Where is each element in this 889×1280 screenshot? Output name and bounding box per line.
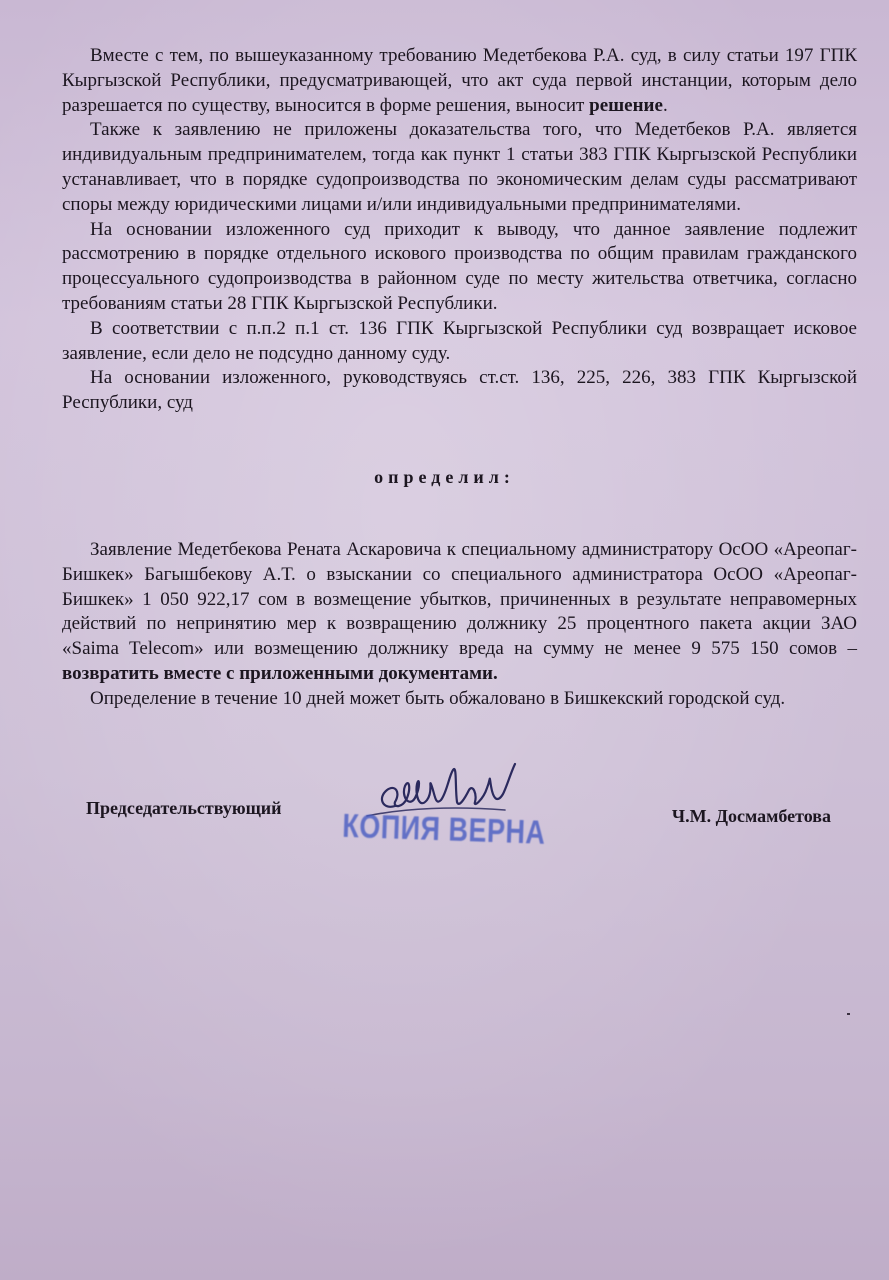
ink-speck: [847, 1013, 850, 1015]
paragraph-entrepreneur: Также к заявлению не приложены доказательства того, что Медетбеков Р.А. является индивидуальным предпринимателем, тогда как пункт 1 статьи 383 ГПК Кыргызской Республики устанавливает, что в порядке судопроизводства по экономическим делам суды рассматривают споры между юридическими лицами и/или индивидуальными предпринимателями.: [62, 119, 857, 215]
ruling-body: Заявление Медетбекова Рената Аскаровича к специальному администратору ОсОО «Ареопаг-Бишкек» Багышбекову А.Т. о взыскании со специального администратора ОсОО «Ареопаг-Бишкек» 1 050 922,17 сом в возмещение убытков, причиненных в результате неправомерных действий по непринятию мер к возвращению должнику 25 процентного пакета акции ЗАО «Saima Telecom» или возмещению должнику вреда на сумму не менее 9 575 150 сомов –: [62, 539, 857, 660]
presiding-label: Председательствующий: [86, 798, 282, 818]
paragraph-guided-by: На основании изложенного, руководствуясь ст.ст. 136, 225, 226, 383 ГПК Кыргызской Республики, суд: [62, 367, 857, 414]
body-text: [62, 44, 857, 416]
paragraph-conclusion: На основании изложенного суд приходит к выводу, что данное заявление подлежит рассмотрению в порядке отдельного искового производства по общим правилам гражданского процессуального судопроизводства в районном суде по месту жительства ответчика, согласно требованиям статьи 28 ГПК Кыргызской Республики.: [62, 218, 857, 314]
paragraph-end: .: [662, 94, 668, 116]
ruling-text: [62, 538, 857, 712]
ruling-decision: возвратить вместе с приложенными документами.: [62, 662, 498, 684]
section-heading: определил:: [374, 467, 515, 487]
paragraph-decision-form: [62, 44, 857, 118]
paragraph-ruling: [62, 538, 857, 687]
paragraph-appeal: Определение в течение 10 дней может быть обжаловано в Бишкекский городской суд.: [90, 687, 786, 709]
paragraph-return-rule: В соответствии с п.п.2 п.1 ст. 136 ГПК Кыргызской Республики суд возвращает исковое заявление, если дело не подсудно данному суду.: [62, 317, 857, 364]
copy-verified-stamp: [341, 806, 547, 869]
paragraph-text: Вместе с тем, по вышеуказанному требованию Медетбекова Р.А. суд, в силу статьи 197 ГПК Кыргызской Республики, предусматривающей, что акт суда первой инстанции, которым дело разрешается по существу, выносится в форме решения, выносит: [62, 45, 857, 116]
stamp-text: КОПИЯ ВЕРНА: [341, 806, 547, 852]
bold-word-reshenie: решение: [589, 94, 663, 116]
judge-name: Ч.М. Досмамбетова: [671, 806, 831, 826]
